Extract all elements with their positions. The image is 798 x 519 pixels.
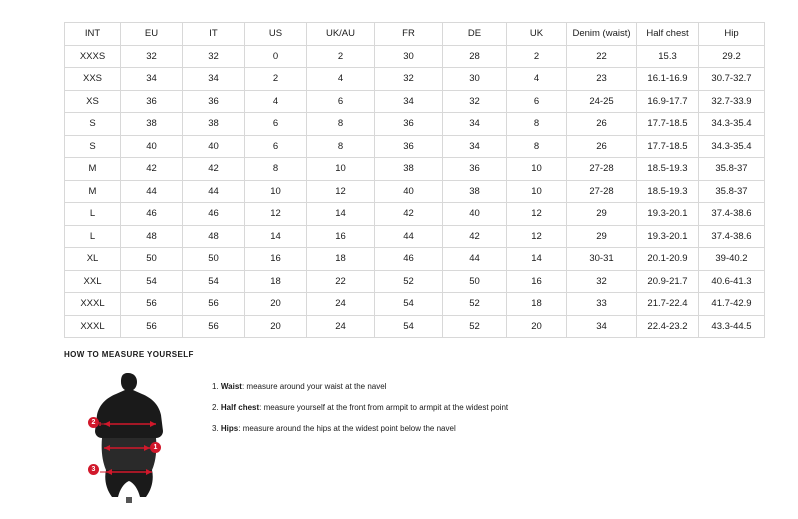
table-row <box>65 158 765 181</box>
size-label-cell: XS <box>65 90 121 113</box>
table-cell: 6 <box>245 135 307 158</box>
table-cell: 43.3-44.5 <box>699 315 765 338</box>
table-cell: 50 <box>121 248 183 271</box>
table-cell: 20 <box>507 315 567 338</box>
measurement-instructions <box>212 369 508 444</box>
instruction-text: : measure yourself at the front from armpit to armpit at the widest point <box>259 403 509 412</box>
size-chart-container <box>64 22 752 338</box>
table-cell: 12 <box>245 203 307 226</box>
table-cell: 42 <box>443 225 507 248</box>
table-cell: 46 <box>183 203 245 226</box>
table-cell: 29 <box>567 203 637 226</box>
table-row <box>65 203 765 226</box>
table-cell: 48 <box>183 225 245 248</box>
table-cell: 8 <box>507 113 567 136</box>
table-cell: 44 <box>443 248 507 271</box>
table-cell: 24 <box>307 315 375 338</box>
table-cell: 34 <box>121 68 183 91</box>
table-cell: 10 <box>245 180 307 203</box>
table-cell: 4 <box>245 90 307 113</box>
table-cell: 12 <box>507 225 567 248</box>
table-row <box>65 45 765 68</box>
how-to-measure-section <box>64 350 744 504</box>
table-row <box>65 270 765 293</box>
table-cell: 30 <box>375 45 443 68</box>
table-header-cell: UK <box>507 23 567 46</box>
table-cell: 39-40.2 <box>699 248 765 271</box>
table-cell: 10 <box>507 158 567 181</box>
table-row <box>65 293 765 316</box>
table-cell: 22 <box>307 270 375 293</box>
table-cell: 0 <box>245 45 307 68</box>
table-header-cell: DE <box>443 23 507 46</box>
table-cell: 18 <box>507 293 567 316</box>
table-header-row <box>65 23 765 46</box>
table-cell: 2 <box>245 68 307 91</box>
table-row <box>65 113 765 136</box>
table-cell: 6 <box>307 90 375 113</box>
table-cell: 27-28 <box>567 158 637 181</box>
table-cell: 36 <box>375 135 443 158</box>
table-cell: 37.4-38.6 <box>699 225 765 248</box>
instruction-term: Half chest <box>220 403 260 412</box>
table-cell: 56 <box>121 293 183 316</box>
table-cell: 17.7-18.5 <box>637 135 699 158</box>
size-label-cell: XXXL <box>65 293 121 316</box>
table-cell: 41.7-42.9 <box>699 293 765 316</box>
table-cell: 34.3-35.4 <box>699 135 765 158</box>
table-header-cell: FR <box>375 23 443 46</box>
table-cell: 16 <box>507 270 567 293</box>
table-cell: 30-31 <box>567 248 637 271</box>
table-cell: 12 <box>307 180 375 203</box>
table-cell: 48 <box>121 225 183 248</box>
table-cell: 36 <box>121 90 183 113</box>
table-cell: 18 <box>245 270 307 293</box>
table-cell: 19.3-20.1 <box>637 203 699 226</box>
table-cell: 20 <box>245 293 307 316</box>
table-row <box>65 135 765 158</box>
table-cell: 16 <box>307 225 375 248</box>
table-cell: 54 <box>375 315 443 338</box>
table-cell: 52 <box>443 315 507 338</box>
table-cell: 54 <box>375 293 443 316</box>
instruction-number: 1. <box>212 382 219 391</box>
table-cell: 54 <box>121 270 183 293</box>
table-cell: 19.3-20.1 <box>637 225 699 248</box>
table-cell: 42 <box>121 158 183 181</box>
table-cell: 56 <box>183 315 245 338</box>
table-cell: 23 <box>567 68 637 91</box>
instruction-text: : measure around the hips at the widest point below the navel <box>238 424 456 433</box>
table-cell: 18 <box>307 248 375 271</box>
table-cell: 34 <box>567 315 637 338</box>
table-cell: 20.9-21.7 <box>637 270 699 293</box>
table-header-cell: EU <box>121 23 183 46</box>
table-cell: 34.3-35.4 <box>699 113 765 136</box>
table-cell: 10 <box>507 180 567 203</box>
table-cell: 22.4-23.2 <box>637 315 699 338</box>
size-label-cell: XL <box>65 248 121 271</box>
table-cell: 42 <box>375 203 443 226</box>
table-cell: 36 <box>183 90 245 113</box>
size-label-cell: L <box>65 225 121 248</box>
table-cell: 40 <box>443 203 507 226</box>
table-cell: 2 <box>507 45 567 68</box>
table-header-cell: INT <box>65 23 121 46</box>
table-header-cell: IT <box>183 23 245 46</box>
table-cell: 35.8-37 <box>699 158 765 181</box>
instruction-number: 2. <box>212 403 219 412</box>
table-cell: 6 <box>245 113 307 136</box>
measurement-figure <box>64 369 194 504</box>
size-label-cell: S <box>65 135 121 158</box>
table-cell: 8 <box>307 113 375 136</box>
table-cell: 50 <box>183 248 245 271</box>
table-cell: 22 <box>567 45 637 68</box>
table-cell: 20 <box>245 315 307 338</box>
table-cell: 46 <box>121 203 183 226</box>
size-chart-table <box>64 22 765 338</box>
table-cell: 8 <box>507 135 567 158</box>
table-cell: 56 <box>183 293 245 316</box>
table-header-cell: US <box>245 23 307 46</box>
table-cell: 32 <box>375 68 443 91</box>
size-label-cell: M <box>65 158 121 181</box>
table-cell: 34 <box>183 68 245 91</box>
instruction-term: Waist <box>220 382 242 391</box>
table-header-cell: Hip <box>699 23 765 46</box>
table-row <box>65 68 765 91</box>
table-cell: 2 <box>307 45 375 68</box>
table-cell: 26 <box>567 113 637 136</box>
size-label-cell: XXS <box>65 68 121 91</box>
table-cell: 52 <box>443 293 507 316</box>
table-cell: 4 <box>507 68 567 91</box>
instruction-term: Hips <box>220 424 239 433</box>
table-header-cell: Denim (waist) <box>567 23 637 46</box>
table-row <box>65 180 765 203</box>
table-header-cell: Half chest <box>637 23 699 46</box>
instruction-item <box>212 402 508 413</box>
table-cell: 14 <box>245 225 307 248</box>
table-cell: 8 <box>307 135 375 158</box>
table-cell: 52 <box>375 270 443 293</box>
table-cell: 56 <box>121 315 183 338</box>
size-label-cell: XXXS <box>65 45 121 68</box>
table-cell: 4 <box>307 68 375 91</box>
table-cell: 29 <box>567 225 637 248</box>
size-label-cell: S <box>65 113 121 136</box>
table-cell: 26 <box>567 135 637 158</box>
table-row <box>65 248 765 271</box>
table-cell: 40.6-41.3 <box>699 270 765 293</box>
table-cell: 44 <box>121 180 183 203</box>
table-cell: 16 <box>245 248 307 271</box>
table-cell: 36 <box>443 158 507 181</box>
table-cell: 34 <box>375 90 443 113</box>
table-cell: 21.7-22.4 <box>637 293 699 316</box>
instruction-text: : measure around your waist at the navel <box>241 382 387 391</box>
table-cell: 46 <box>375 248 443 271</box>
table-cell: 44 <box>375 225 443 248</box>
table-cell: 32.7-33.9 <box>699 90 765 113</box>
table-cell: 40 <box>183 135 245 158</box>
table-cell: 32 <box>567 270 637 293</box>
size-label-cell: XXL <box>65 270 121 293</box>
table-cell: 16.1-16.9 <box>637 68 699 91</box>
table-cell: 18.5-19.3 <box>637 158 699 181</box>
mannequin-illustration <box>64 369 194 504</box>
table-cell: 29.2 <box>699 45 765 68</box>
table-cell: 32 <box>183 45 245 68</box>
table-cell: 10 <box>307 158 375 181</box>
table-cell: 24 <box>307 293 375 316</box>
table-header-cell: UK/AU <box>307 23 375 46</box>
table-cell: 40 <box>121 135 183 158</box>
table-cell: 12 <box>507 203 567 226</box>
table-cell: 32 <box>121 45 183 68</box>
table-cell: 34 <box>443 135 507 158</box>
table-cell: 15.3 <box>637 45 699 68</box>
table-cell: 44 <box>183 180 245 203</box>
table-cell: 27-28 <box>567 180 637 203</box>
instruction-number: 3. <box>212 424 219 433</box>
table-cell: 30.7-32.7 <box>699 68 765 91</box>
figure-bullet-1: 1 <box>150 442 161 453</box>
table-cell: 42 <box>183 158 245 181</box>
how-to-measure-body <box>64 369 744 504</box>
instruction-item <box>212 423 508 434</box>
table-cell: 38 <box>121 113 183 136</box>
table-cell: 30 <box>443 68 507 91</box>
table-cell: 40 <box>375 180 443 203</box>
table-cell: 38 <box>183 113 245 136</box>
table-cell: 18.5-19.3 <box>637 180 699 203</box>
table-cell: 50 <box>443 270 507 293</box>
size-label-cell: M <box>65 180 121 203</box>
figure-bullet-3: 3 <box>88 464 99 475</box>
table-row <box>65 315 765 338</box>
table-cell: 20.1-20.9 <box>637 248 699 271</box>
table-cell: 36 <box>375 113 443 136</box>
table-cell: 38 <box>443 180 507 203</box>
table-cell: 54 <box>183 270 245 293</box>
table-cell: 14 <box>507 248 567 271</box>
table-cell: 17.7-18.5 <box>637 113 699 136</box>
size-label-cell: L <box>65 203 121 226</box>
table-row <box>65 225 765 248</box>
how-to-measure-title: HOW TO MEASURE YOURSELF <box>64 350 194 359</box>
table-cell: 37.4-38.6 <box>699 203 765 226</box>
table-cell: 14 <box>307 203 375 226</box>
table-cell: 24-25 <box>567 90 637 113</box>
table-cell: 33 <box>567 293 637 316</box>
table-cell: 34 <box>443 113 507 136</box>
table-cell: 16.9-17.7 <box>637 90 699 113</box>
table-cell: 35.8-37 <box>699 180 765 203</box>
table-cell: 32 <box>443 90 507 113</box>
table-cell: 8 <box>245 158 307 181</box>
table-cell: 28 <box>443 45 507 68</box>
figure-bullet-2: 2 <box>88 417 99 428</box>
size-label-cell: XXXL <box>65 315 121 338</box>
table-cell: 38 <box>375 158 443 181</box>
table-cell: 6 <box>507 90 567 113</box>
instruction-item <box>212 381 508 392</box>
table-row <box>65 90 765 113</box>
